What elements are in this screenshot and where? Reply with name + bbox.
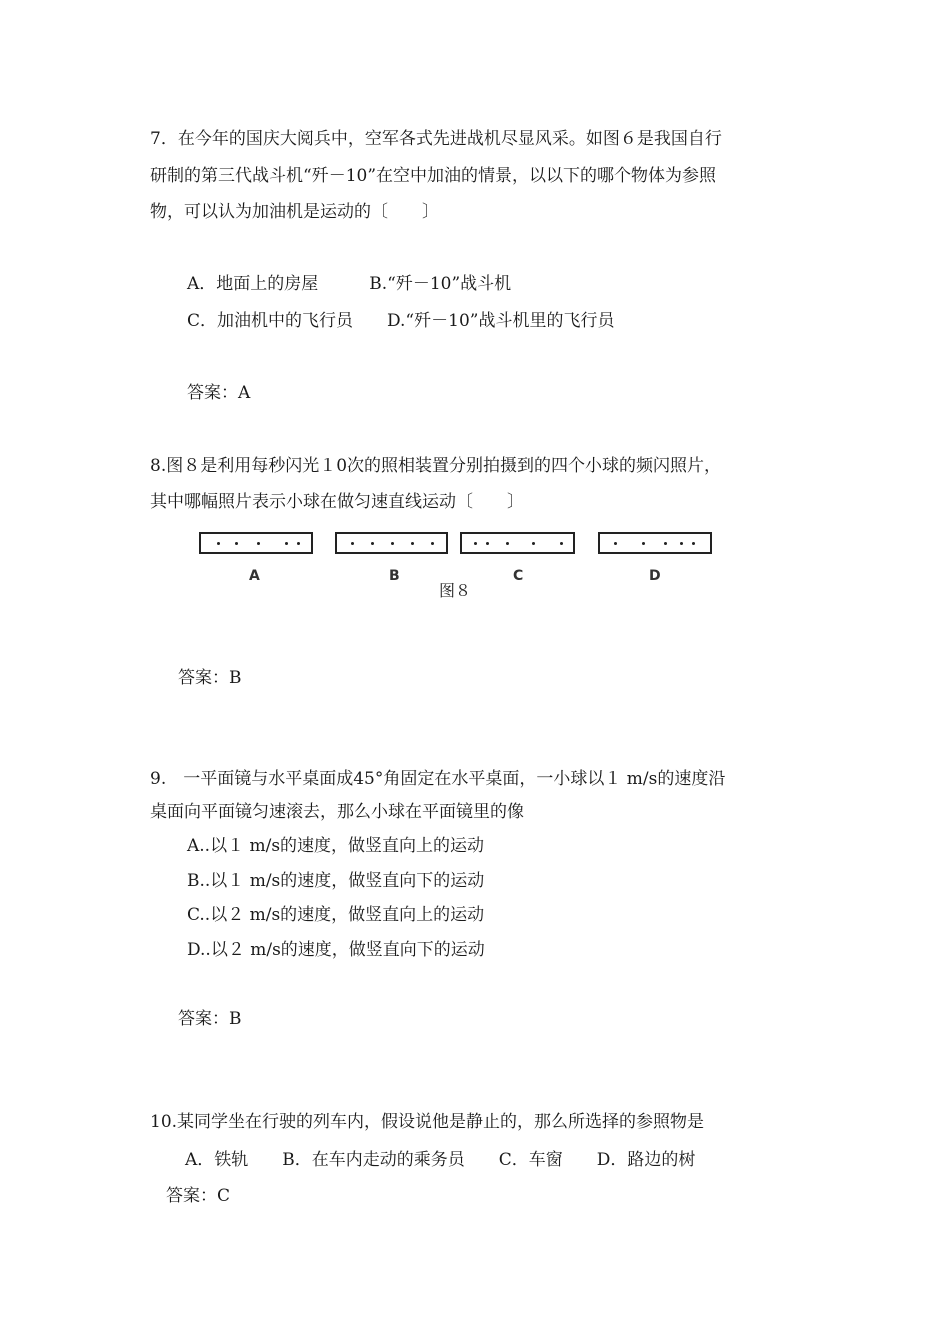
q9-answer: 答案：B xyxy=(178,1009,242,1029)
ball-dot xyxy=(680,542,683,545)
q7-stem-line-2: 研制的第三代战斗机“歼－10”在空中加油的情景，以以下的哪个物体为参照 xyxy=(150,166,717,186)
q7-options-row-1: A．地面上的房屋 B.“歼－10”战斗机 xyxy=(187,274,512,294)
figure-8-strobe-photos xyxy=(195,526,720,606)
ball-dot xyxy=(371,542,374,545)
photo-d xyxy=(598,532,712,554)
q9-stem-line-1: 9. 一平面镜与水平桌面成45°角固定在水平桌面，一小球以１ m/s的速度沿 xyxy=(150,769,726,789)
q9-option-c: C..以２ m/s的速度，做竖直向上的运动 xyxy=(187,905,485,925)
ball-dot xyxy=(235,542,238,545)
q9-option-b: B..以１ m/s的速度，做竖直向下的运动 xyxy=(187,871,485,891)
q7-stem-line-1: 7．在今年的国庆大阅兵中，空军各式先进战机尽显风采。如图６是我国自行 xyxy=(150,129,722,149)
q10-stem-line-1: 10.某同学坐在行驶的列车内，假设说他是静止的，那么所选择的参照物是 xyxy=(150,1112,705,1132)
ball-dot xyxy=(411,542,414,545)
q8-stem-line-2: 其中哪幅照片表示小球在做匀速直线运动〔 〕 xyxy=(150,492,524,512)
ball-dot xyxy=(285,542,288,545)
q10-options-row: A．铁轨 B．在车内走动的乘务员 C．车窗 D．路边的树 xyxy=(185,1150,696,1170)
ball-dot xyxy=(474,542,477,545)
ball-dot xyxy=(297,542,300,545)
photo-label-c: C xyxy=(513,568,524,584)
q9-option-d: D..以２ m/s的速度，做竖直向下的运动 xyxy=(187,940,485,960)
q9-stem-line-2: 桌面向平面镜匀速滚去，那么小球在平面镜里的像 xyxy=(150,802,524,822)
ball-dot xyxy=(560,542,563,545)
ball-dot xyxy=(257,542,260,545)
q8-answer: 答案：B xyxy=(178,668,242,688)
photo-label-d: D xyxy=(649,568,661,584)
q10-answer: 答案：C xyxy=(166,1186,231,1206)
ball-dot xyxy=(391,542,394,545)
q7-stem-line-3: 物，可以认为加油机是运动的〔 〕 xyxy=(150,202,439,222)
ball-dot xyxy=(217,542,220,545)
photo-a xyxy=(199,532,313,554)
photo-label-b: B xyxy=(389,568,400,584)
ball-dot xyxy=(614,542,617,545)
photo-b xyxy=(335,532,448,554)
ball-dot xyxy=(506,542,509,545)
q7-answer: 答案：A xyxy=(187,383,251,403)
ball-dot xyxy=(486,542,489,545)
q9-option-a: A..以１ m/s的速度，做竖直向上的运动 xyxy=(187,836,485,856)
ball-dot xyxy=(351,542,354,545)
photo-c xyxy=(460,532,575,554)
ball-dot xyxy=(532,542,535,545)
q7-options-row-2: C．加油机中的飞行员 D.“歼－10”战斗机里的飞行员 xyxy=(187,311,615,331)
q8-stem-line-1: 8.图８是利用每秒闪光１0次的照相装置分别拍摄到的四个小球的频闪照片， xyxy=(150,456,722,476)
ball-dot xyxy=(664,542,667,545)
photo-label-a: A xyxy=(249,568,260,584)
ball-dot xyxy=(431,542,434,545)
ball-dot xyxy=(642,542,645,545)
figure-caption: 图８ xyxy=(439,581,472,600)
ball-dot xyxy=(692,542,695,545)
